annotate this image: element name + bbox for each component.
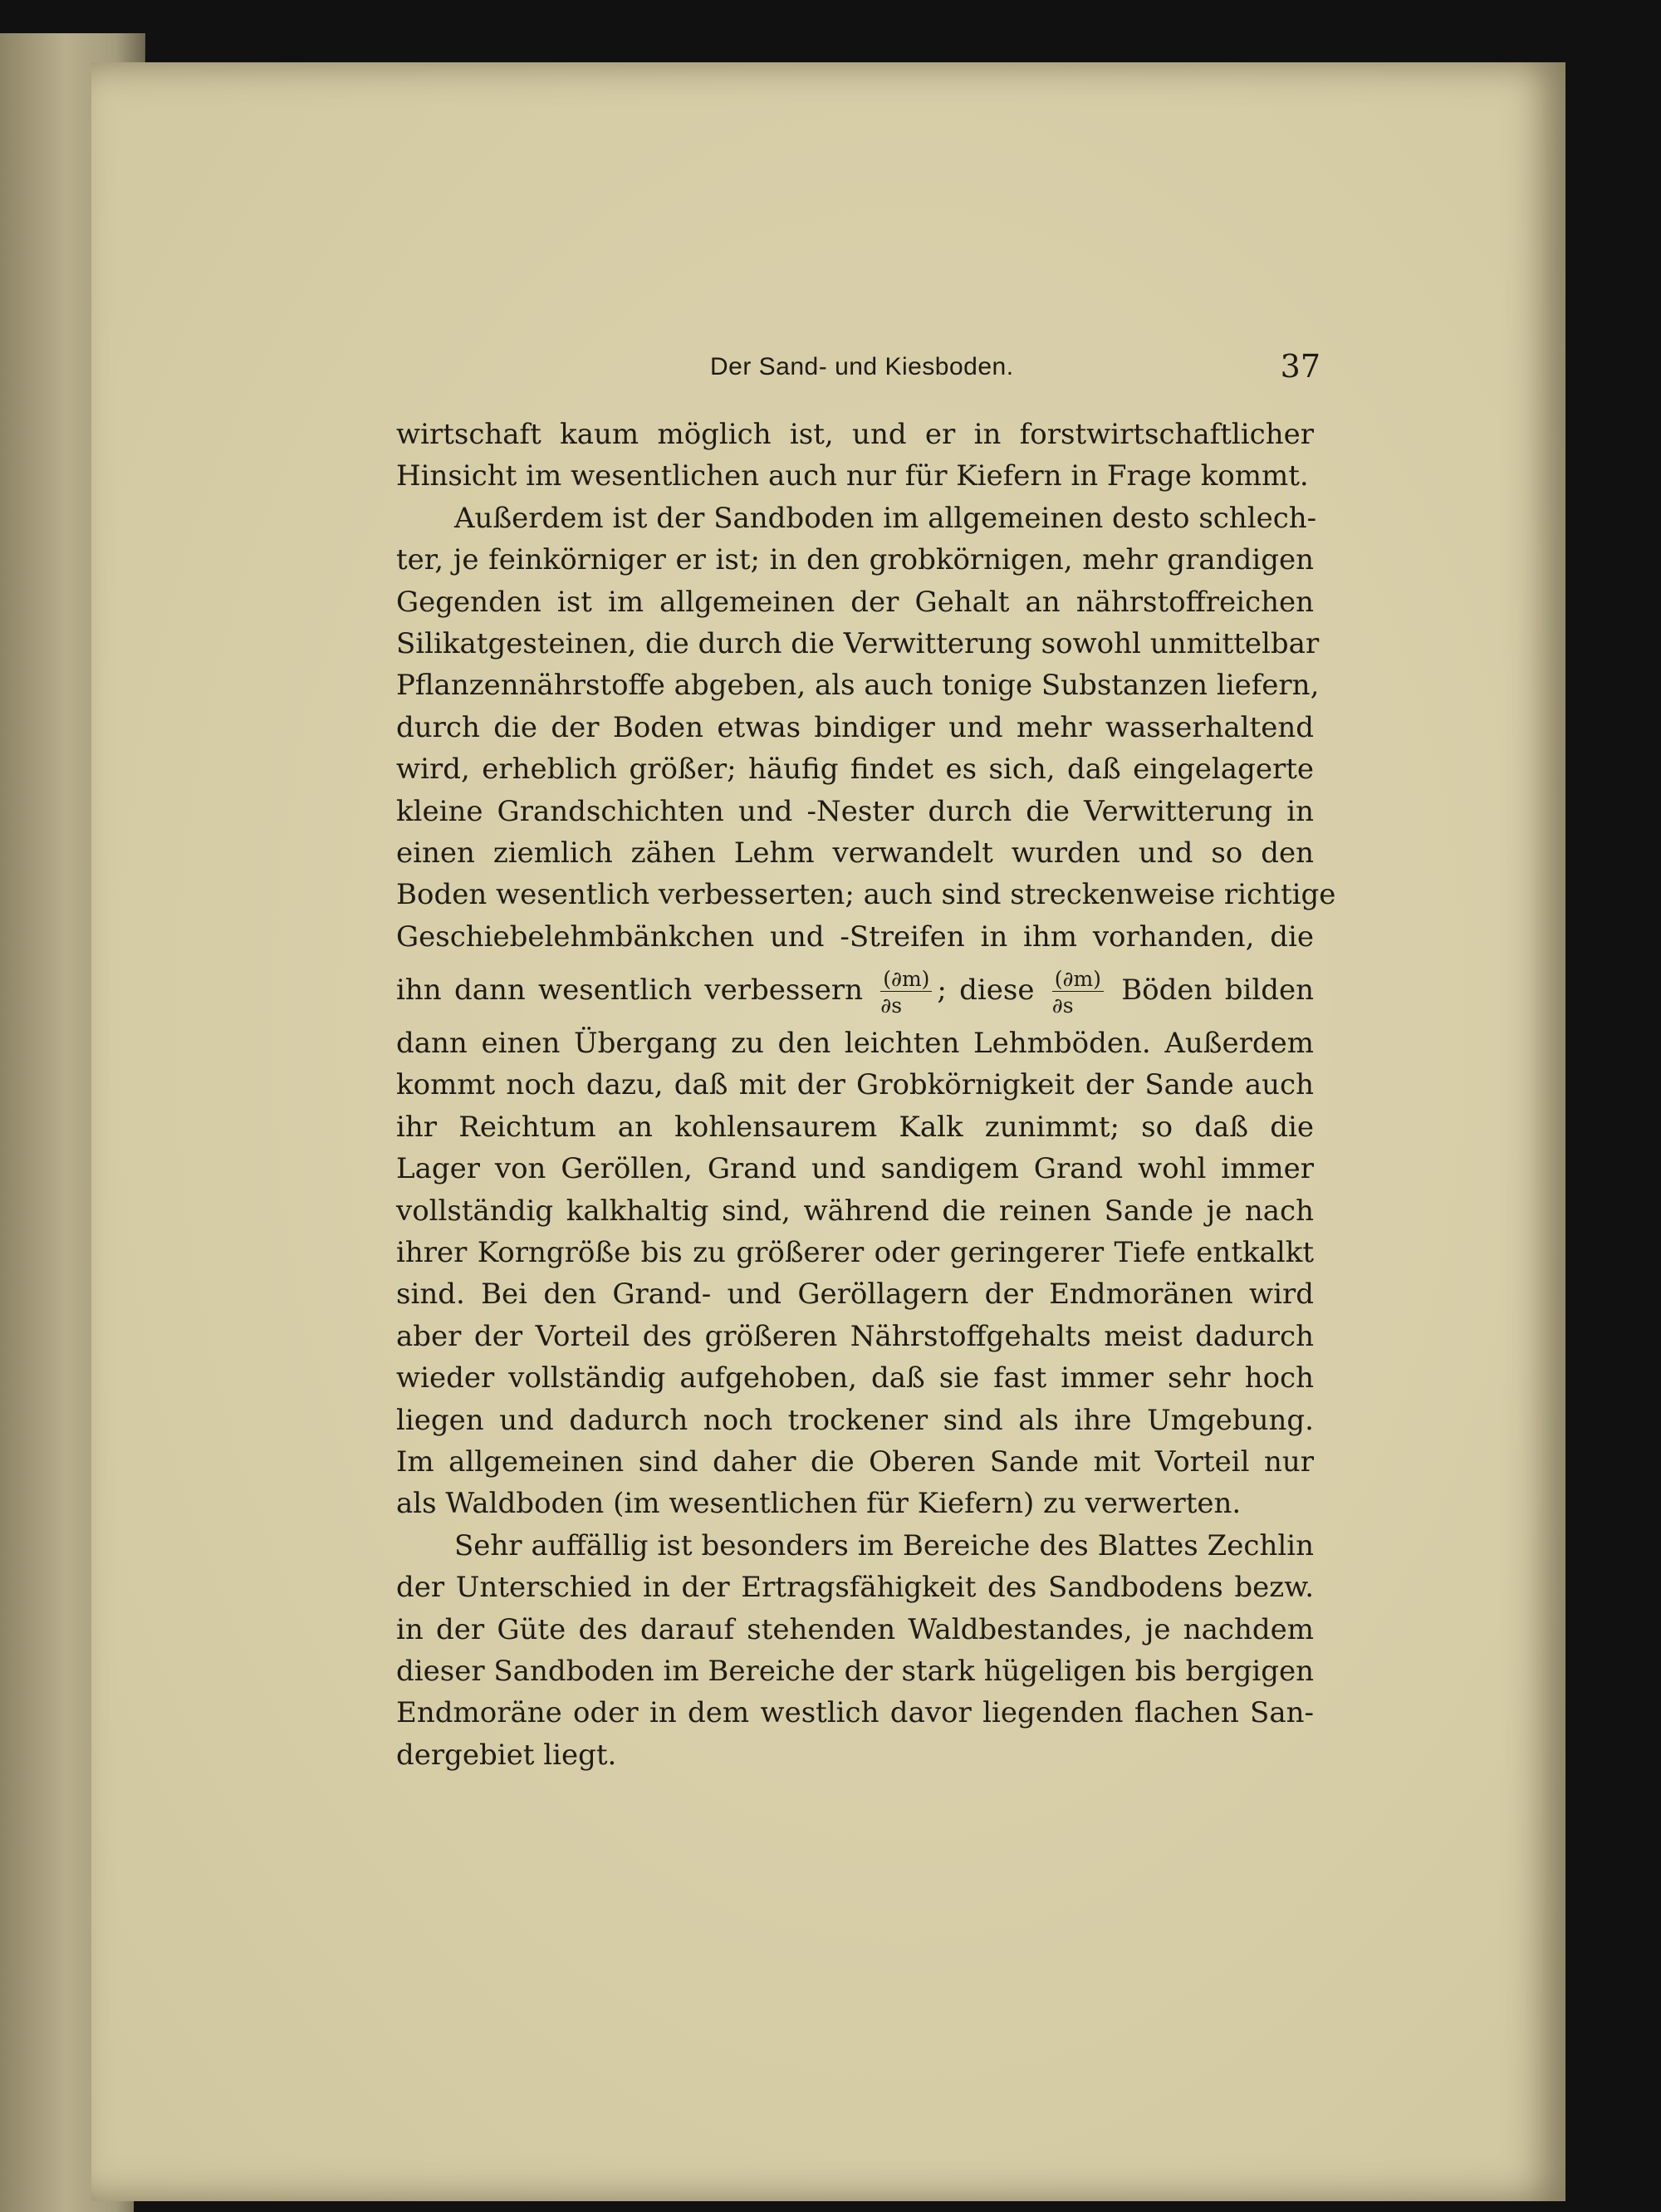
fraction-denominator: ∂s (1051, 993, 1074, 1018)
text-line: Pflanzennährstoffe abgeben, als auch tonige Substanzen liefern, (396, 669, 1320, 703)
text-line: ter, je feinkörniger er ist; in den grobkörnigen, mehr grandigen (396, 543, 1314, 577)
text-fragment: Böden bilden (1121, 974, 1314, 1008)
text-line: Außerdem ist der Sandboden im allgemeinen desto schlech- (454, 501, 1317, 535)
formula-line (396, 958, 1314, 1023)
text-line: als Waldboden (im wesentlichen für Kiefern) zu verwerten. (396, 1487, 1242, 1521)
text-line: dieser Sandboden im Bereiche der stark hügeligen bis bergigen (396, 1654, 1315, 1688)
page-header (710, 348, 1320, 395)
page-number: 37 (1280, 348, 1320, 385)
text-line: ihrer Korngröße bis zu größerer oder geringerer Tiefe entkalkt (396, 1236, 1314, 1270)
text-line: wieder vollständig aufgehoben, daß sie fast immer sehr hoch (396, 1361, 1314, 1395)
text-line: in der Güte des darauf stehenden Waldbestandes, je nachdem (396, 1612, 1314, 1646)
text-line: kommt noch dazu, daß mit der Grobkörnigkeit der Sande auch (396, 1068, 1314, 1102)
running-head: Der Sand- und Kiesboden. (710, 353, 1014, 380)
text-line: Boden wesentlich verbesserten; auch sind streckenweise richtige (396, 878, 1336, 912)
text-line: Hinsicht im wesentlichen auch nur für Kiefern in Frage kommt. (396, 459, 1309, 493)
text-line: liegen und dadurch noch trockener sind als ihre Umgebung. (396, 1403, 1314, 1437)
fraction-numerator: (∂m) (1052, 969, 1104, 992)
text-line: der Unterschied in der Ertragsfähigkeit des Sandbodens bezw. (396, 1571, 1314, 1605)
text-line: kleine Grandschichten und -Nester durch die Verwitterung in (396, 794, 1314, 828)
text-line: Sehr auffällig ist besonders im Bereiche des Blattes Zechlin (454, 1528, 1314, 1562)
fraction (1051, 966, 1104, 1018)
text-line: vollständig kalkhaltig sind, während die reinen Sande je nach (396, 1194, 1314, 1228)
text-line: wird, erheblich größer; häufig findet es sich, daß eingelagerte (396, 753, 1314, 787)
text-fragment: ihn dann wesentlich verbessern (396, 974, 863, 1008)
text-line: Im allgemeinen sind daher die Oberen Sande mit Vorteil nur (396, 1444, 1314, 1479)
text-fragment: ; diese (937, 974, 1035, 1008)
text-line: Geschiebelehmbänkchen und -Streifen in ihm vorhanden, die (396, 920, 1314, 954)
body-text (396, 414, 1336, 1776)
fraction-denominator: ∂s (880, 993, 903, 1018)
fraction-numerator: (∂m) (880, 969, 932, 992)
text-line: Silikatgesteinen, die durch die Verwitterung sowohl unmittelbar (396, 626, 1320, 660)
text-line: wirtschaft kaum möglich ist, und er in forstwirtschaftlicher (396, 418, 1314, 451)
text-line: Gegenden ist im allgemeinen der Gehalt an nährstoffreichen (396, 585, 1314, 619)
text-line: aber der Vorteil des größeren Nährstoffgehalts meist dadurch (396, 1319, 1314, 1353)
text-line: einen ziemlich zähen Lehm verwandelt wurden und so den (396, 836, 1314, 870)
text-line: sind. Bei den Grand- und Geröllagern der Endmoränen wird (396, 1278, 1314, 1312)
book-page (91, 62, 1565, 2201)
text-line: Lager von Geröllen, Grand und sandigem Grand wohl immer (396, 1152, 1314, 1186)
text-line: ihr Reichtum an kohlensaurem Kalk zunimmt; so daß die (396, 1110, 1314, 1144)
text-line: dergebiet liegt. (396, 1738, 617, 1772)
fraction (880, 966, 932, 1018)
text-line: dann einen Übergang zu den leichten Lehmböden. Außerdem (396, 1027, 1314, 1061)
text-line: Endmoräne oder in dem westlich davor liegenden flachen San- (396, 1696, 1314, 1730)
text-line: durch die der Boden etwas bindiger und mehr wasserhaltend (396, 710, 1314, 744)
